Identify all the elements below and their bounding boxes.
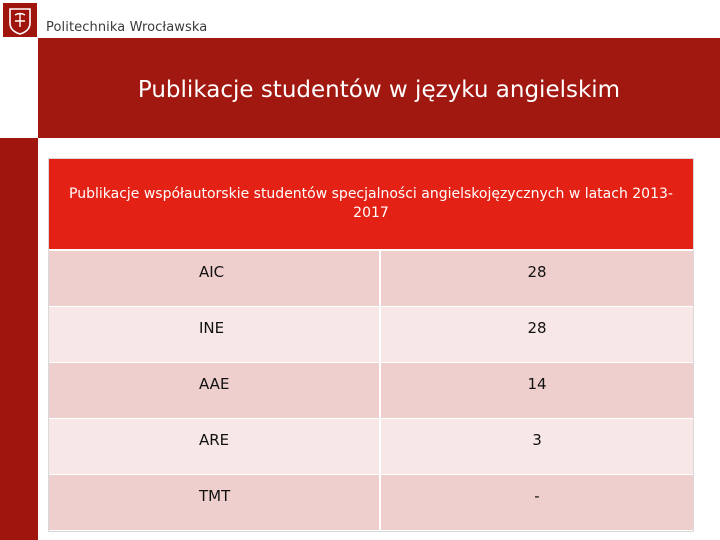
count-cell <box>381 307 693 362</box>
specialty-cell <box>49 307 381 362</box>
publication-count: 28 <box>527 263 547 281</box>
logo-bar <box>0 0 720 38</box>
slide-title: Publikacje studentów w języku angielskim <box>137 77 621 103</box>
university-name: Politechnika Wrocławska <box>46 20 208 35</box>
count-cell <box>381 251 693 306</box>
left-accent-strip <box>0 38 38 540</box>
specialty-cell <box>49 475 381 530</box>
table-row <box>49 307 693 363</box>
left-strip-top <box>0 38 38 138</box>
slide-content <box>38 138 720 540</box>
specialty-cell <box>49 251 381 306</box>
specialty-name: TMT <box>199 487 231 505</box>
specialty-name: ARE <box>199 431 230 449</box>
table-header <box>49 159 693 251</box>
left-strip-red <box>0 138 38 540</box>
specialty-cell <box>49 363 381 418</box>
table-row <box>49 251 693 307</box>
publication-count: 3 <box>532 431 542 449</box>
table-row <box>49 363 693 419</box>
count-cell <box>381 419 693 474</box>
title-band <box>38 38 720 138</box>
count-cell <box>381 475 693 530</box>
publication-count: - <box>534 487 540 505</box>
table-row <box>49 475 693 531</box>
table-row <box>49 419 693 475</box>
specialty-name: AIC <box>199 263 225 281</box>
count-cell <box>381 363 693 418</box>
specialty-cell <box>49 419 381 474</box>
table-header-text: Publikacje współautorskie studentów specjalności angielskojęzycznych w latach 2013-2017 <box>69 186 673 221</box>
publications-table <box>48 158 694 532</box>
publication-count: 28 <box>527 319 547 337</box>
university-logo-icon <box>3 3 37 37</box>
specialty-name: AAE <box>199 375 230 393</box>
publication-count: 14 <box>527 375 547 393</box>
specialty-name: INE <box>199 319 225 337</box>
